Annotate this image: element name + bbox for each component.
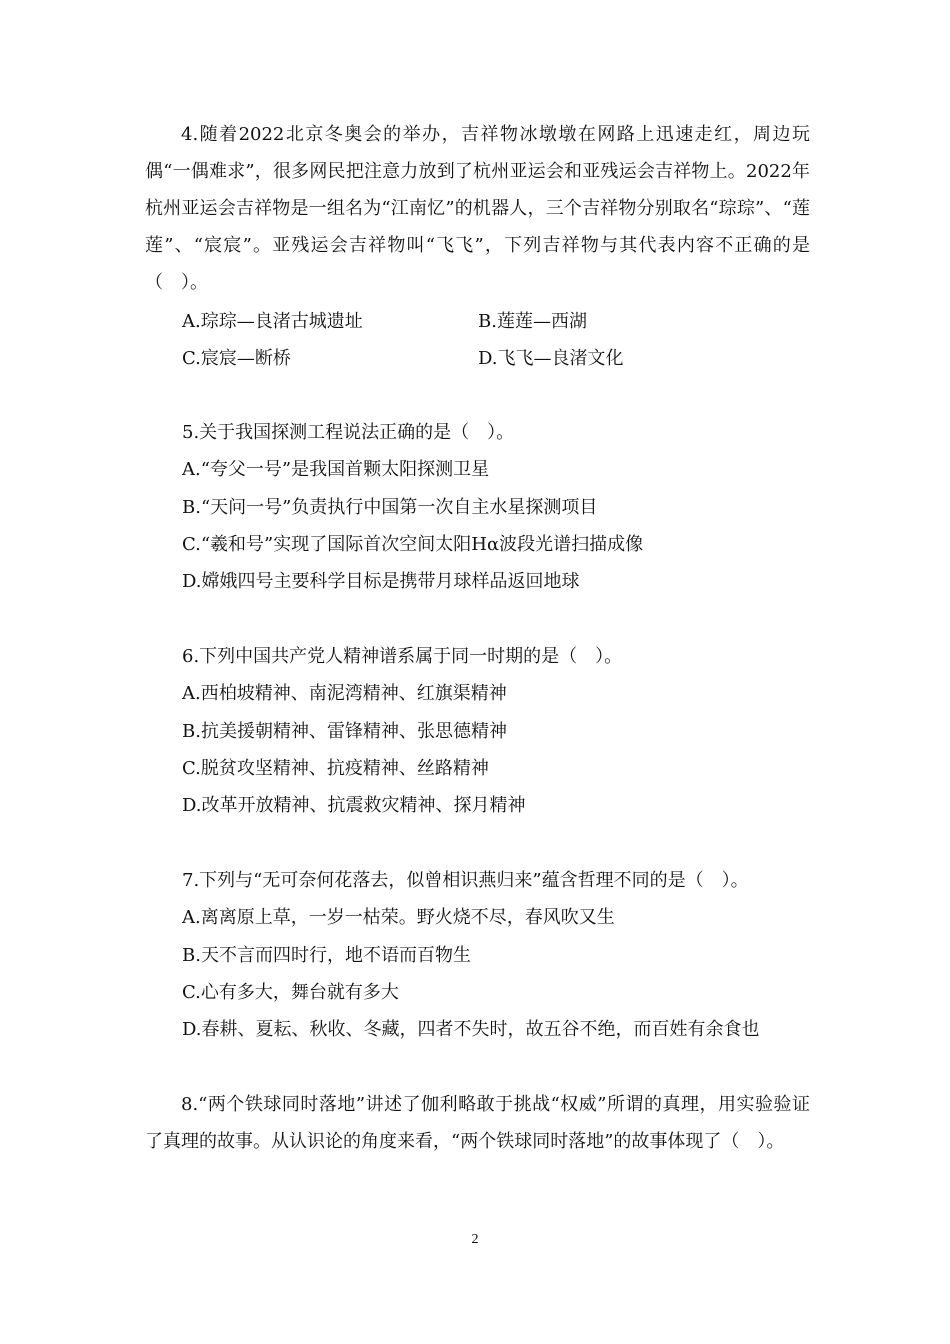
- question-6-option-d: D.改革开放精神、抗震救灾精神、探月精神: [182, 795, 526, 816]
- question-5-option-b: B.“天问一号”负责执行中国第一次自主水星探测项目: [182, 497, 598, 518]
- question-4-option-c: C.宸宸—断桥: [182, 348, 291, 369]
- question-6-option-b: B.抗美援朝精神、雷锋精神、张思德精神: [182, 721, 507, 742]
- question-7-option-c: C.心有多大，舞台就有多大: [182, 982, 399, 1003]
- question-7-option-b: B.天不言而四时行，地不语而百物生: [182, 945, 471, 966]
- question-7-option-d: D.春耕、夏耘、秋收、冬藏，四者不失时，故五谷不绝，而百姓有余食也: [182, 1019, 760, 1040]
- question-4-option-d: D.飞飞—良渚文化: [478, 348, 624, 369]
- question-5-option-a: A.“夸父一号”是我国首颗太阳探测卫星: [182, 459, 490, 480]
- question-6-stem: 6.下列中国共产党人精神谱系属于同一时期的是（ ）。: [182, 646, 623, 667]
- question-8-stem: 8.“两个铁球同时落地”讲述了伽利略敢于挑战“权威”所谓的真理，用实验验证了真理的故事。从认识论的角度来看，“两个铁球同时落地”的故事体现了（ ）。: [145, 1094, 810, 1152]
- question-4-stem: 4.随着2022北京冬奥会的举办，吉祥物冰墩墩在网路上迅速走红，周边玩偶“一偶难求”，很多网民把注意力放到了杭州亚运会和亚残运会吉祥物上。2022年杭州亚运会吉祥物是一组名为“江南忆”的机器人，三个吉祥物分别取名“琮琮”、“莲莲”、“宸宸”。亚残运会吉祥物叫“飞飞”，下列吉祥物与其代表内容不正确的是（ ）。: [145, 124, 810, 293]
- question-7-option-a: A.离离原上草，一岁一枯荣。野火烧不尽，春风吹又生: [182, 907, 615, 928]
- question-5-option-d: D.嫦娥四号主要科学目标是携带月球样品返回地球: [182, 571, 580, 592]
- question-5-stem: 5.关于我国探测工程说法正确的是（ ）。: [182, 422, 515, 443]
- question-4-option-b: B.莲莲—西湖: [478, 311, 587, 332]
- question-5-option-c: C.“羲和号”实现了国际首次空间太阳Hα波段光谱扫描成像: [182, 534, 644, 555]
- question-4-option-a: A.琮琮—良渚古城遗址: [182, 311, 363, 332]
- page-number: 2: [471, 1232, 479, 1247]
- question-6-option-a: A.西柏坡精神、南泥湾精神、红旗渠精神: [182, 683, 507, 704]
- question-6-option-c: C.脱贫攻坚精神、抗疫精神、丝路精神: [182, 758, 489, 779]
- question-7-stem: 7.下列与“无可奈何花落去，似曾相识燕归来”蕴含哲理不同的是（ ）。: [182, 870, 749, 891]
